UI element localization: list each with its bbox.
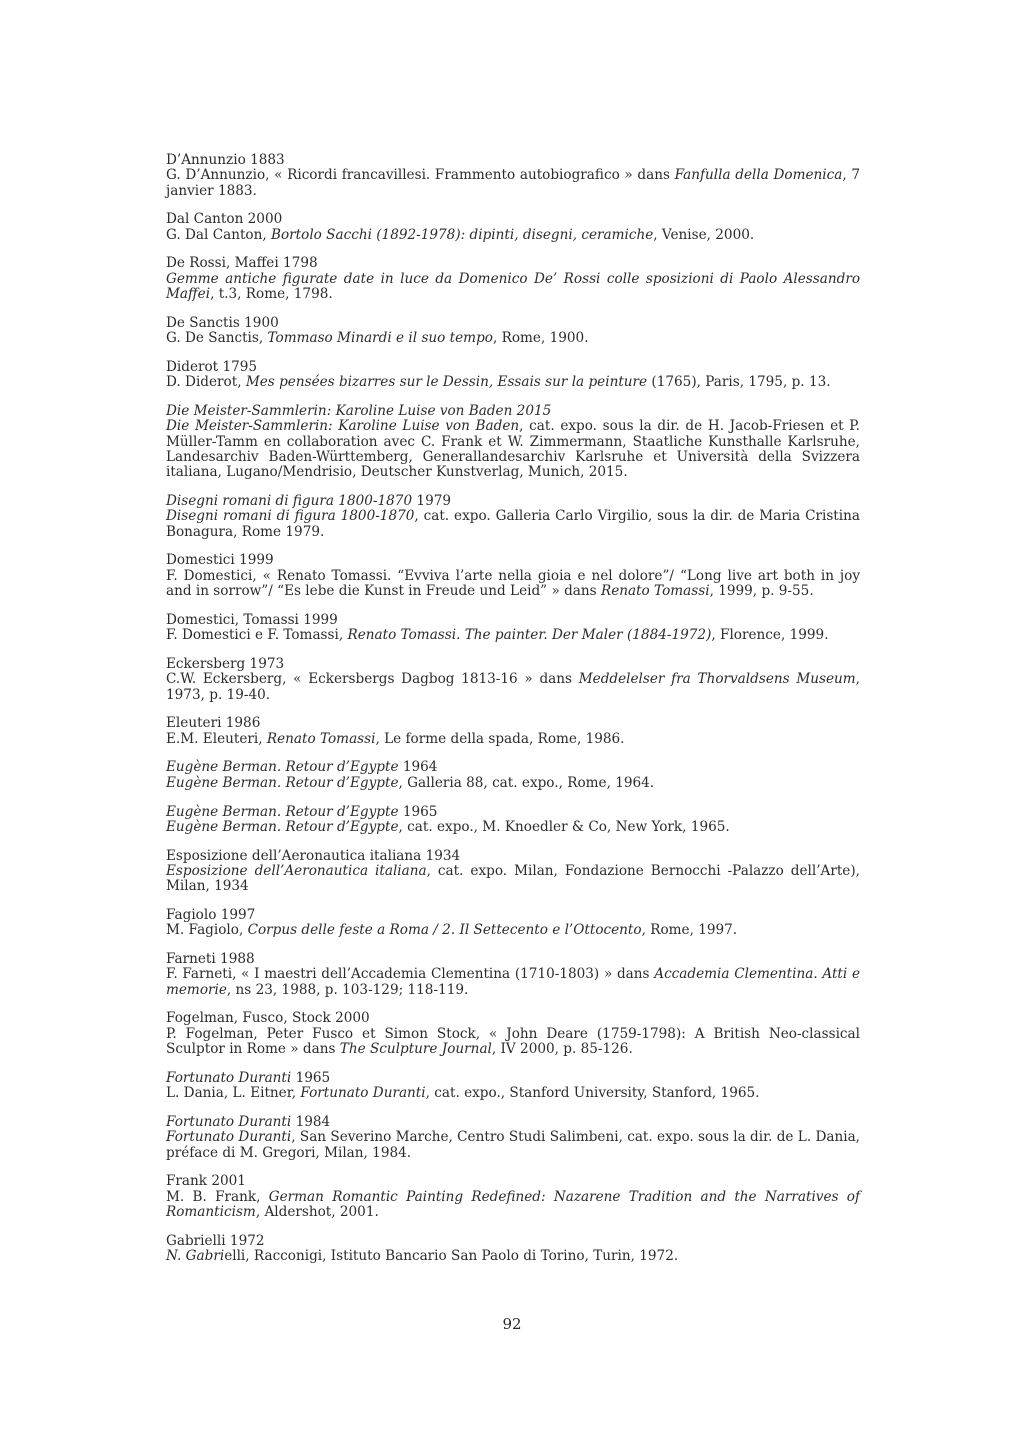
entry-body — [166, 331, 860, 346]
text-segment: , Rome, 1997. — [641, 922, 738, 939]
entry-key — [166, 1071, 860, 1086]
italic-title: Eugène Berman. Retour d’Egypte — [166, 774, 399, 791]
text-segment: G. Dal Canton, — [166, 226, 271, 243]
bibliography-entry — [166, 760, 860, 791]
entry-key — [166, 657, 860, 672]
text-segment: Eleuteri 1986 — [166, 715, 261, 732]
entry-key — [166, 212, 860, 227]
bibliography-entry — [166, 908, 860, 939]
text-segment: elli, Racconigi, Istituto Bancario San Paolo di Torino, Turin, 1972. — [224, 1248, 679, 1265]
text-segment: 1979 — [412, 493, 452, 510]
italic-title: Renato Tomassi. The painter. Der Maler (1884-1972) — [347, 627, 712, 644]
entry-body — [166, 168, 860, 199]
bibliography-entry — [166, 849, 860, 895]
text-segment: Frank 2001 — [166, 1173, 246, 1190]
entry-body — [166, 272, 860, 303]
text-segment: L. Dania, L. Eitner, — [166, 1085, 301, 1102]
bibliography-entry — [166, 613, 860, 644]
text-segment: M. Fagiolo, — [166, 922, 248, 939]
entry-key — [166, 716, 860, 731]
italic-title: Disegni romani di figura 1800-1870 — [166, 493, 413, 510]
entry-key — [166, 908, 860, 923]
text-segment: F. Farneti, « I maestri dell’Accademia Clementina (1710-1803) » dans — [166, 966, 655, 983]
italic-title: Esposizione dell’Aeronautica italiana — [166, 862, 427, 879]
text-segment: 1984 — [291, 1113, 331, 1130]
page-number: 92 — [502, 1315, 522, 1333]
entry-body — [166, 732, 860, 747]
bibliography-entry — [166, 256, 860, 302]
text-segment: Eckersberg 1973 — [166, 655, 285, 672]
text-segment: , Le forme della spada, Rome, 1986. — [375, 730, 625, 747]
text-segment: , cat. expo. Milan, Fondazione Bernocchi -Palazzo dell’Arte), Milan, 1934 — [166, 862, 860, 895]
entry-body — [166, 1027, 860, 1058]
bibliography-entry — [166, 212, 860, 243]
text-segment: M. B. Frank, — [166, 1188, 269, 1205]
text-segment: , 1999, p. 9-55. — [709, 583, 814, 600]
text-segment: , ns 23, 1988, p. 103-129; 118-119. — [226, 981, 469, 998]
entry-body — [166, 419, 860, 480]
entry-body — [166, 628, 860, 643]
entry-body — [166, 1249, 860, 1264]
entry-key — [166, 1115, 860, 1130]
bibliography-entry — [166, 1011, 860, 1057]
entry-body — [166, 1130, 860, 1161]
entry-body — [166, 864, 860, 895]
text-segment: De Rossi, Maffei 1798 — [166, 255, 318, 272]
entry-key — [166, 553, 860, 568]
entry-key — [166, 805, 860, 820]
italic-title: Die Meister-Sammlerin: Karoline Luise von Baden 2015 — [166, 403, 552, 420]
entry-body — [166, 967, 860, 998]
entry-key — [166, 153, 860, 168]
italic-title: Fanfulla della Domenica — [674, 167, 843, 184]
bibliography-entry — [166, 805, 860, 836]
text-segment: , cat. expo. sous la dir. de H. Jacob-Friesen et P. Müller-Tamm en collaboration avec C. Frank et W. Zimmermann, Staatliche Kunsthalle Karlsruhe, Landesarchiv Baden-Württemberg, Generallandesarchiv Karlsruhe et Università della Svizzera italiana, Lugano/Mendrisio, Deutscher Kunstverlag, Munich, 2015. — [166, 418, 860, 481]
italic-title: Eugène Berman. Retour d’Egypte — [166, 759, 399, 776]
text-segment: Farneti 1988 — [166, 951, 255, 968]
italic-title: Corpus delle feste a Roma / 2. Il Settecento e l’Ottocento — [247, 922, 642, 939]
entry-key — [166, 316, 860, 331]
text-segment: Esposizione dell’Aeronautica italiana 1934 — [166, 847, 461, 864]
entry-key — [166, 1234, 860, 1249]
text-segment: Gabrielli 1972 — [166, 1232, 265, 1249]
bibliography-entry — [166, 553, 860, 599]
italic-title: Eugène Berman. Retour d’Egypte — [166, 803, 399, 820]
text-segment: G. D’Annunzio, « Ricordi francavillesi. Frammento autobiografico » dans — [166, 167, 675, 184]
text-segment: Diderot 1795 — [166, 358, 258, 375]
text-segment: C.W. Eckersberg, « Eckersbergs Dagbog 1813-16 » dans — [166, 671, 579, 688]
italic-title: Fortunato Duranti — [166, 1129, 292, 1146]
text-segment: , Rome, 1900. — [492, 330, 589, 347]
text-segment: 1964 — [398, 759, 438, 776]
text-segment: , Galleria 88, cat. expo., Rome, 1964. — [398, 774, 655, 791]
text-segment: , Venise, 2000. — [653, 226, 755, 243]
text-segment: , IV 2000, p. 85-126. — [491, 1041, 633, 1058]
italic-title: Disegni romani di figura 1800-1870 — [166, 508, 415, 525]
italic-title: Renato Tomassi — [266, 730, 376, 747]
italic-title: Eugène Berman. Retour d’Egypte — [166, 818, 399, 835]
italic-title: The Sculpture Journal — [339, 1041, 492, 1058]
entry-key — [166, 494, 860, 509]
italic-title: Mes pensées bizarres sur le Dessin, Essais sur la peinture — [245, 374, 648, 391]
bibliography-entry — [166, 716, 860, 747]
entry-key — [166, 360, 860, 375]
text-segment: , 1973, p. 19-40. — [166, 671, 860, 703]
entry-key — [166, 404, 860, 419]
italic-title: N. Gabri — [166, 1248, 225, 1265]
text-segment: Fogelman, Fusco, Stock 2000 — [166, 1010, 370, 1027]
text-segment: F. Domestici e F. Tomassi, — [166, 627, 348, 644]
text-segment: Fagiolo 1997 — [166, 906, 256, 923]
text-segment: G. De Sanctis, — [166, 330, 268, 347]
bibliography-entry — [166, 1115, 860, 1161]
italic-title: Accademia Clementina. Atti e memorie — [166, 966, 861, 998]
italic-title: Gemme antiche figurate date in luce da Domenico De’ Rossi colle sposizioni di Paolo Alessandro Maffei — [166, 270, 860, 303]
entry-key — [166, 760, 860, 775]
text-segment: P. Fogelman, Peter Fusco et Simon Stock, « John Deare (1759-1798): A British Neo-classical Sculptor in Rome » dans — [166, 1025, 860, 1058]
entry-body — [166, 375, 860, 390]
text-segment: Dal Canton 2000 — [166, 211, 283, 228]
text-segment: , Florence, 1999. — [711, 627, 829, 644]
entry-body — [166, 1086, 860, 1101]
bibliography-entry — [166, 657, 860, 703]
text-segment: F. Domestici, « Renato Tomassi. “Evviva l’arte nella gioia e nel dolore”/ “Long live art both in joy and in sorrow”/ “Es lebe die Kunst in Freude und Leid” » dans — [166, 567, 860, 600]
entry-body — [166, 923, 860, 938]
entry-body — [166, 228, 860, 243]
entry-key — [166, 1011, 860, 1026]
entry-key — [166, 613, 860, 628]
italic-title: Fortunato Duranti — [300, 1085, 426, 1102]
bibliography-entry — [166, 952, 860, 998]
text-segment: , cat. expo., M. Knoedler & Co, New York, 1965. — [398, 818, 730, 835]
text-segment: , t.3, Rome, 1798. — [210, 286, 333, 303]
italic-title: Fortunato Duranti — [166, 1069, 292, 1086]
italic-title: Meddelelser fra Thorvaldsens Museum — [578, 671, 856, 688]
italic-title: German Romantic Painting Redefined: Nazarene Tradition and the Narratives of Romanticism — [166, 1188, 860, 1220]
text-segment: , cat. expo., Stanford University, Stanford, 1965. — [425, 1085, 760, 1102]
italic-title: Die Meister-Sammlerin: Karoline Luise von Baden — [166, 418, 520, 435]
entry-body — [166, 776, 860, 791]
italic-title: Renato Tomassi — [600, 583, 710, 600]
bibliography-entry — [166, 1234, 860, 1265]
text-segment: De Sanctis 1900 — [166, 314, 279, 331]
entry-body — [166, 509, 860, 540]
entry-key — [166, 849, 860, 864]
entry-key — [166, 952, 860, 967]
entry-body — [166, 569, 860, 600]
text-segment: D. Diderot, — [166, 374, 246, 391]
text-segment: , San Severino Marche, Centro Studi Salimbeni, cat. expo. sous la dir. de L. Dania, préface di M. Gregori, Milan, 1984. — [166, 1129, 860, 1161]
italic-title: Fortunato Duranti — [166, 1113, 292, 1130]
bibliography-entry — [166, 1174, 860, 1220]
text-segment: , 7 janvier 1883. — [166, 167, 861, 199]
bibliography-entry — [166, 1071, 860, 1102]
bibliography-entry — [166, 404, 860, 480]
text-segment: (1765), Paris, 1795, p. 13. — [647, 374, 831, 391]
entry-body — [166, 672, 860, 703]
text-segment: 1965 — [398, 803, 438, 820]
bibliography-entry — [166, 316, 860, 347]
text-segment: Domestici, Tomassi 1999 — [166, 611, 338, 628]
text-segment: , Aldershot, 2001. — [255, 1203, 379, 1220]
text-segment: E.M. Eleuteri, — [166, 730, 267, 747]
italic-title: Tommaso Minardi e il suo tempo — [267, 330, 493, 347]
text-segment: D’Annunzio 1883 — [166, 152, 285, 168]
entry-body — [166, 820, 860, 835]
entry-key — [166, 1174, 860, 1189]
bibliography-entry — [166, 153, 860, 199]
entry-key — [166, 256, 860, 271]
bibliography-entry — [166, 494, 860, 540]
entry-body — [166, 1190, 860, 1221]
text-segment: 1965 — [291, 1069, 331, 1086]
bibliography-entry — [166, 360, 860, 391]
text-segment: Domestici 1999 — [166, 552, 274, 569]
bibliography-list — [166, 153, 860, 1278]
italic-title: Bortolo Sacchi (1892-1978): dipinti, disegni, ceramiche — [271, 226, 654, 243]
text-segment: , cat. expo. Galleria Carlo Virgilio, sous la dir. de Maria Cristina Bonagura, Rome 1979. — [166, 508, 860, 540]
